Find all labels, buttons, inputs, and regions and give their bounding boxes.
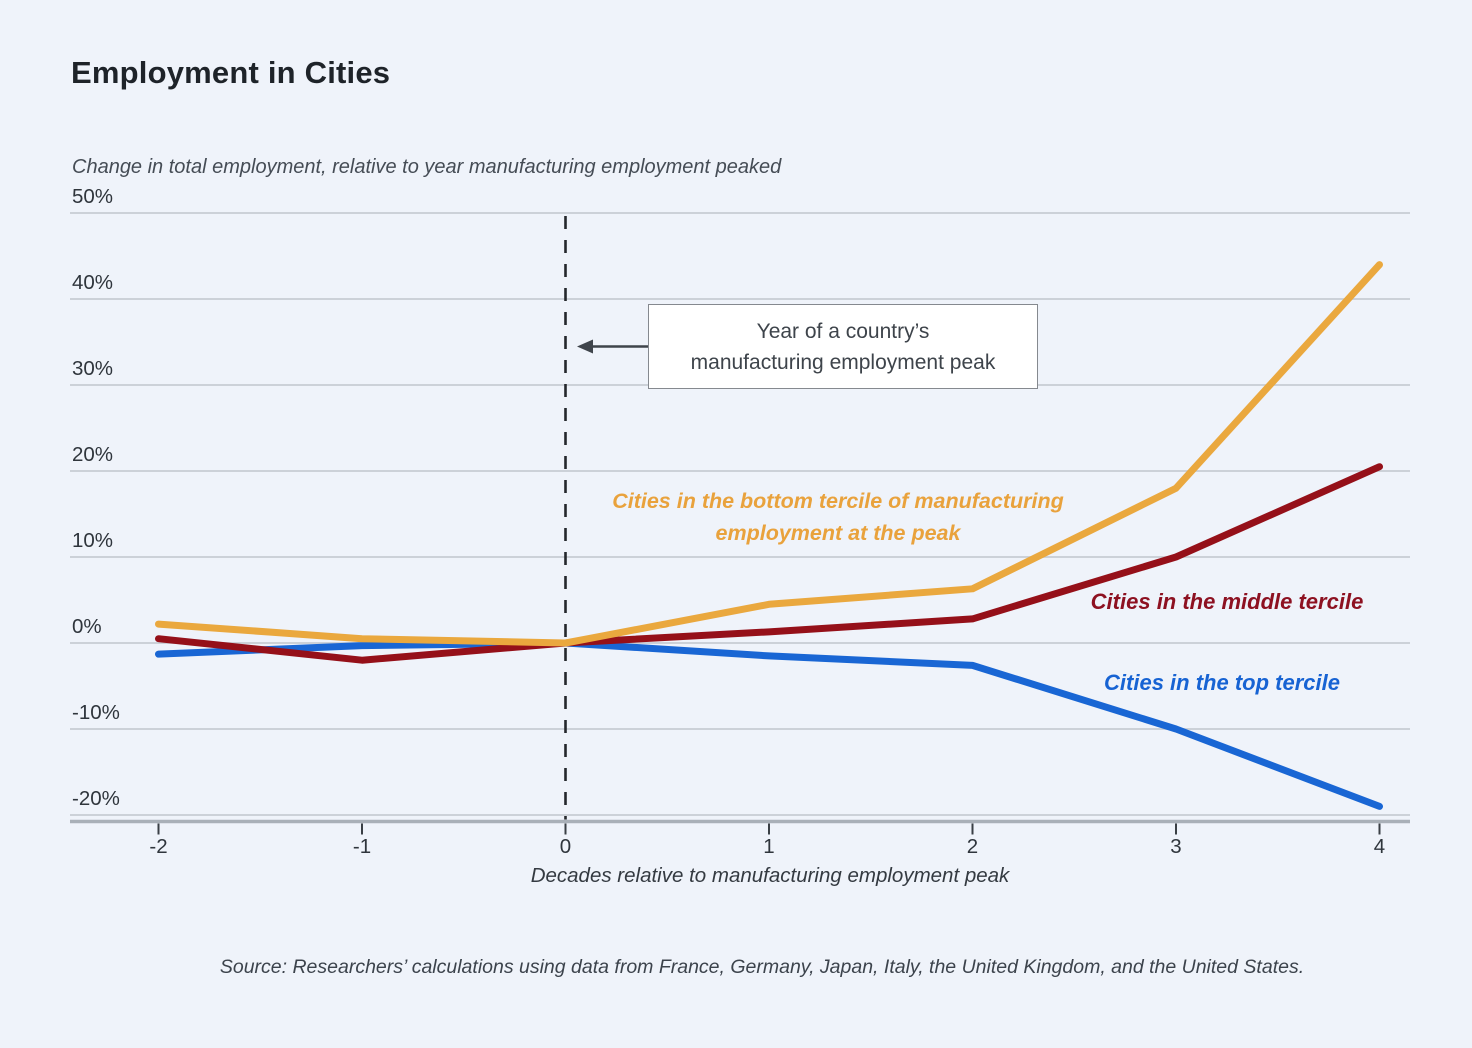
series-label-bottom-line2: employment at the peak — [715, 520, 961, 545]
annotation-line1: Year of a country’s — [756, 319, 930, 343]
series-label-bottom-line1: Cities in the bottom tercile of manufacturing — [612, 489, 1064, 513]
x-tick-label: -1 — [352, 835, 372, 858]
chart-subtitle: Change in total employment, relative to year manufacturing employment peaked — [72, 156, 782, 178]
y-tick-label: 40% — [72, 271, 114, 294]
series-label-top-tercile: Cities in the top tercile — [1104, 670, 1340, 695]
y-tick-label: -10% — [72, 701, 120, 724]
annotation-arrow-head — [577, 340, 593, 354]
x-tick-label: -2 — [149, 835, 168, 858]
y-tick-label: 50% — [72, 185, 114, 208]
series-label-middle-tercile: Cities in the middle tercile — [1090, 589, 1364, 614]
series-label-bottom-tercile — [587, 486, 1089, 549]
x-tick-label: 0 — [559, 835, 572, 858]
y-tick-label: 10% — [72, 529, 114, 552]
annotation-line2: manufacturing employment peak — [690, 350, 996, 374]
annotation-box — [648, 304, 1038, 389]
x-tick-label: 1 — [763, 835, 775, 858]
chart-title: Employment in Cities — [71, 55, 391, 90]
y-tick-label: 30% — [72, 357, 114, 380]
y-tick-label: -20% — [72, 787, 120, 810]
x-tick-label: 2 — [966, 835, 979, 858]
x-tick-label: 4 — [1373, 835, 1386, 858]
x-tick-label: 3 — [1170, 835, 1182, 858]
source-note: Source: Researchers’ calculations using data from France, Germany, Japan, Italy, the United Kingdom, and the United States. — [219, 956, 1305, 978]
y-tick-label: 0% — [72, 615, 102, 638]
y-tick-label: 20% — [72, 443, 114, 466]
x-axis-title: Decades relative to manufacturing employment peak — [530, 864, 1010, 887]
series-line — [159, 643, 1380, 806]
